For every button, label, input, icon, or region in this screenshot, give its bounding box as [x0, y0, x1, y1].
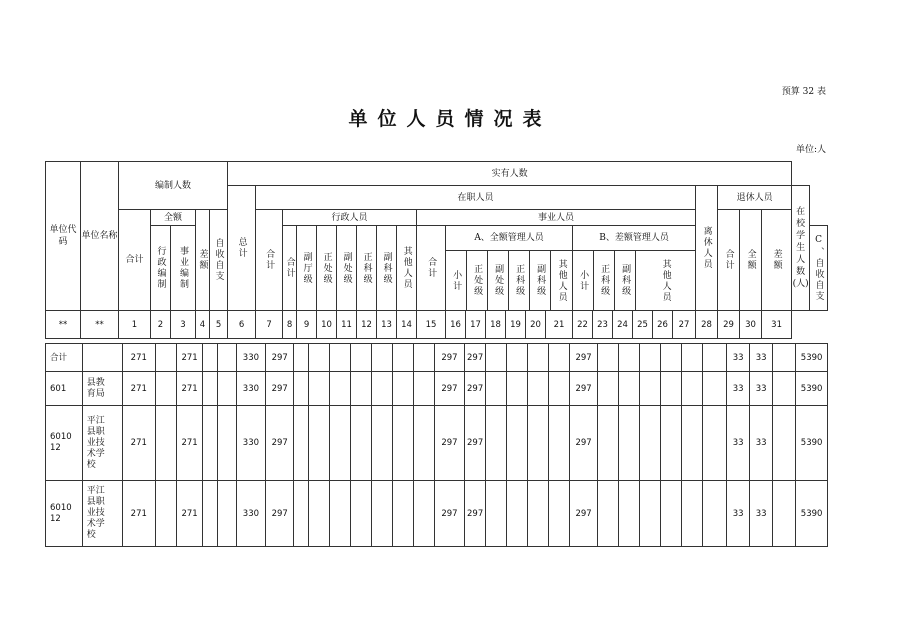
cell-col-9	[309, 406, 330, 481]
unit-code-text: 601012	[50, 432, 72, 453]
cell-col-1: 271	[122, 344, 156, 372]
cell-col-11	[350, 406, 371, 481]
cell-col-29: 33	[750, 344, 773, 372]
cell-col-2	[156, 406, 177, 481]
cell-col-1: 271	[122, 481, 156, 547]
header-a-div-deputy: 副处级	[488, 251, 509, 310]
group-b-cell	[573, 226, 696, 311]
header-div-deputy: 副处级	[337, 226, 357, 311]
cell-col-17	[486, 406, 507, 481]
cell-col-9	[309, 344, 330, 372]
header-admin-quota: 行政编制	[151, 226, 171, 311]
cell-col-12	[371, 481, 392, 547]
cell-col-18	[507, 481, 528, 547]
index-cell: 22	[573, 311, 593, 339]
cell-col-4	[203, 406, 218, 481]
index-cell: 5	[210, 311, 228, 339]
cell-col-31: 5390	[796, 406, 828, 481]
header-admin-staff: 行政人员	[283, 210, 417, 226]
cell-col-17	[486, 481, 507, 547]
index-cell: 17	[466, 311, 486, 339]
cell-col-14	[413, 372, 434, 406]
table-row	[46, 481, 828, 547]
header-group-c: C、自收自支	[810, 226, 828, 311]
cell-col-11	[350, 344, 371, 372]
header-unit-code: 单位代码	[46, 162, 81, 311]
cell-col-5	[217, 406, 236, 481]
header-b-subtotal: 小计	[573, 251, 594, 310]
cell-col-16: 297	[465, 406, 486, 481]
header-b-other: 其他人员	[660, 258, 671, 303]
unit-name-text: 平江县职业技术学校	[86, 415, 105, 470]
cell-col-13	[392, 406, 413, 481]
cell-col-5	[217, 372, 236, 406]
unit-code-text: 合计	[50, 352, 68, 363]
cell-col-27	[702, 481, 726, 547]
cell-col-9	[309, 372, 330, 406]
index-cell: 7	[256, 311, 283, 339]
cell-col-15: 297	[434, 344, 464, 372]
cell-col-26	[682, 406, 703, 481]
index-cell: 10	[317, 311, 337, 339]
cell-col-23	[619, 406, 640, 481]
cell-col-3: 271	[177, 481, 203, 547]
cell-col-24	[640, 406, 661, 481]
cell-col-20	[548, 344, 569, 372]
cell-col-7: 297	[266, 481, 294, 547]
index-cell: 12	[357, 311, 377, 339]
index-cell: **	[81, 311, 119, 339]
header-b-sec-chief: 正科级	[594, 251, 615, 310]
cell-col-1: 271	[122, 372, 156, 406]
header-retired: 退休人员	[718, 186, 792, 210]
header-a-subtotal: 小计	[446, 251, 467, 310]
cell-col-6: 330	[236, 406, 265, 481]
header-group-a: A、全额管理人员	[446, 226, 572, 251]
cell-col-3: 271	[177, 344, 203, 372]
cell-col-30	[773, 372, 796, 406]
header-b-sec-deputy: 副科级	[615, 251, 636, 310]
cell-col-21: 297	[569, 344, 597, 372]
cell-col-29: 33	[750, 481, 773, 547]
header-total: 总计	[228, 186, 256, 311]
cell-col-12	[371, 344, 392, 372]
header-other-staff: 其他人员	[397, 226, 417, 311]
page-title: 单位人员情况表	[348, 108, 552, 130]
table-row	[46, 372, 828, 406]
unit-name-text: 平江县职业技术学校	[86, 486, 105, 540]
cell-col-8	[294, 406, 309, 481]
cell-col-20	[548, 481, 569, 547]
cell-col-27	[702, 406, 726, 481]
index-cell: 21	[546, 311, 573, 339]
header-full-funded: 全额	[151, 210, 196, 226]
cell-col-22	[598, 481, 619, 547]
header-a-sec-chief: 正科级	[509, 251, 530, 310]
cell-col-20	[548, 372, 569, 406]
cell-col-19	[528, 344, 549, 372]
header-ret-diff: 差额	[762, 210, 792, 311]
cell-unit-name	[82, 372, 122, 406]
cell-col-9	[309, 481, 330, 547]
cell-unit-code	[46, 481, 83, 547]
data-table	[45, 343, 828, 547]
index-cell: 3	[171, 311, 196, 339]
index-cell: 2	[151, 311, 171, 339]
cell-unit-code	[46, 406, 83, 481]
index-cell: 30	[740, 311, 762, 339]
header-sec-deputy: 副科级	[377, 226, 397, 311]
cell-col-2	[156, 372, 177, 406]
header-a-other: 其他人员	[556, 258, 567, 303]
cell-col-6: 330	[236, 372, 265, 406]
header-quota-total: 合计	[119, 210, 151, 311]
cell-col-25	[661, 344, 682, 372]
cell-col-21: 297	[569, 406, 597, 481]
cell-col-28: 33	[727, 481, 750, 547]
cell-col-29: 33	[750, 372, 773, 406]
cell-col-26	[682, 372, 703, 406]
cell-col-15: 297	[434, 406, 464, 481]
cell-col-28: 33	[727, 406, 750, 481]
header-admin-total: 合计	[283, 226, 297, 311]
cell-col-22	[598, 372, 619, 406]
header-inst-quota: 事业编制	[171, 226, 196, 311]
cell-col-16: 297	[465, 372, 486, 406]
data-body	[46, 344, 828, 547]
cell-col-8	[294, 344, 309, 372]
cell-col-4	[203, 344, 218, 372]
group-a-cell	[446, 226, 573, 311]
index-cell: 16	[446, 311, 466, 339]
index-cell: 19	[506, 311, 526, 339]
index-cell: 24	[613, 311, 633, 339]
cell-col-24	[640, 344, 661, 372]
header-ret-full: 全额	[740, 210, 762, 311]
cell-col-31: 5390	[796, 344, 828, 372]
header-a-div-chief: 正处级	[467, 251, 488, 310]
header-in-total: 合计	[256, 210, 283, 311]
cell-col-27	[702, 344, 726, 372]
unit-name-text: 县教育局	[86, 377, 105, 399]
cell-col-20	[548, 406, 569, 481]
cell-col-3: 271	[177, 372, 203, 406]
cell-col-31: 5390	[796, 481, 828, 547]
cell-col-18	[507, 372, 528, 406]
personnel-table	[45, 161, 828, 339]
header-unit-name: 单位名称	[81, 162, 119, 311]
index-cell: 13	[377, 311, 397, 339]
cell-col-24	[640, 481, 661, 547]
cell-col-7: 297	[266, 344, 294, 372]
header-diff: 差额	[196, 210, 210, 311]
header-self-funded: 自收自支	[210, 210, 228, 311]
cell-col-29: 33	[750, 406, 773, 481]
header-quota: 编制人数	[119, 162, 228, 210]
header-sec-chief: 正科级	[357, 226, 377, 311]
cell-col-17	[486, 372, 507, 406]
cell-col-4	[203, 372, 218, 406]
cell-col-23	[619, 481, 640, 547]
cell-col-16: 297	[465, 481, 486, 547]
unit-code-text: 601012	[50, 502, 72, 524]
cell-col-25	[661, 372, 682, 406]
cell-col-4	[203, 481, 218, 547]
index-cell: 28	[696, 311, 718, 339]
header-in-service: 在职人员	[256, 186, 696, 210]
cell-unit-code	[46, 372, 83, 406]
cell-col-10	[330, 372, 351, 406]
cell-col-24	[640, 372, 661, 406]
cell-col-19	[528, 372, 549, 406]
index-cell: 14	[397, 311, 417, 339]
cell-unit-name	[82, 406, 122, 481]
index-cell: 8	[283, 311, 297, 339]
cell-col-14	[413, 481, 434, 547]
cell-col-11	[350, 481, 371, 547]
cell-col-16: 297	[465, 344, 486, 372]
index-cell: 15	[417, 311, 446, 339]
cell-col-22	[598, 344, 619, 372]
unit-code-text: 601	[50, 383, 67, 394]
index-row	[46, 311, 828, 339]
cell-col-27	[702, 372, 726, 406]
cell-col-21: 297	[569, 372, 597, 406]
cell-col-12	[371, 406, 392, 481]
index-cell: 18	[486, 311, 506, 339]
cell-col-10	[330, 344, 351, 372]
index-cell: 27	[673, 311, 696, 339]
header-inst-total: 合计	[417, 226, 446, 311]
cell-col-28: 33	[727, 372, 750, 406]
cell-col-30	[773, 344, 796, 372]
index-cell: 20	[526, 311, 546, 339]
index-cell: **	[46, 311, 81, 339]
cell-col-26	[682, 481, 703, 547]
cell-col-11	[350, 372, 371, 406]
cell-unit-name	[82, 481, 122, 547]
header-ret-total: 合计	[718, 210, 740, 311]
cell-col-21: 297	[569, 481, 597, 547]
cell-col-14	[413, 344, 434, 372]
header-div-chief: 正处级	[317, 226, 337, 311]
cell-col-25	[661, 481, 682, 547]
index-cell: 23	[593, 311, 613, 339]
cell-col-28: 33	[727, 344, 750, 372]
cell-col-30	[773, 481, 796, 547]
cell-col-8	[294, 372, 309, 406]
cell-col-8	[294, 481, 309, 547]
cell-col-6: 330	[236, 481, 265, 547]
index-cell: 9	[297, 311, 317, 339]
cell-col-23	[619, 372, 640, 406]
header-group-b: B、差额管理人员	[573, 226, 695, 251]
cell-col-18	[507, 406, 528, 481]
cell-col-6: 330	[236, 344, 265, 372]
table-row	[46, 344, 828, 372]
cell-col-3: 271	[177, 406, 203, 481]
index-cell: 6	[228, 311, 256, 339]
cell-col-13	[392, 344, 413, 372]
cell-col-14	[413, 406, 434, 481]
table-row	[46, 406, 828, 481]
cell-col-30	[773, 406, 796, 481]
cell-col-7: 297	[266, 372, 294, 406]
cell-col-25	[661, 406, 682, 481]
index-cell: 1	[119, 311, 151, 339]
cell-unit-name	[82, 344, 122, 372]
header-inst-staff: 事业人员	[417, 210, 696, 226]
cell-col-31: 5390	[796, 372, 828, 406]
header-students: 在校学生人数(人)	[792, 186, 810, 311]
index-cell: 29	[718, 311, 740, 339]
header-a-sec-deputy: 副科级	[530, 251, 551, 310]
header-actual: 实有人数	[228, 162, 792, 186]
cell-col-18	[507, 344, 528, 372]
cell-col-12	[371, 372, 392, 406]
index-cell: 26	[653, 311, 673, 339]
cell-col-22	[598, 406, 619, 481]
cell-col-15: 297	[434, 372, 464, 406]
cell-col-10	[330, 406, 351, 481]
cell-col-10	[330, 481, 351, 547]
cell-col-17	[486, 344, 507, 372]
index-cell: 11	[337, 311, 357, 339]
index-cell: 25	[633, 311, 653, 339]
header-departed: 离休人员	[696, 186, 718, 311]
cell-col-26	[682, 344, 703, 372]
cell-col-23	[619, 344, 640, 372]
cell-col-2	[156, 481, 177, 547]
index-cell: 31	[762, 311, 792, 339]
cell-col-19	[528, 406, 549, 481]
cell-col-15: 297	[434, 481, 464, 547]
form-number: 预算 32 表	[781, 87, 826, 97]
cell-col-2	[156, 344, 177, 372]
cell-unit-code	[46, 344, 83, 372]
cell-col-7: 297	[266, 406, 294, 481]
cell-col-19	[528, 481, 549, 547]
index-cell: 4	[196, 311, 210, 339]
unit-label: 单位:人	[795, 145, 826, 155]
cell-col-5	[217, 481, 236, 547]
cell-col-1: 271	[122, 406, 156, 481]
cell-col-5	[217, 344, 236, 372]
cell-col-13	[392, 372, 413, 406]
cell-col-13	[392, 481, 413, 547]
header-vice-dept: 副厅级	[297, 226, 317, 311]
